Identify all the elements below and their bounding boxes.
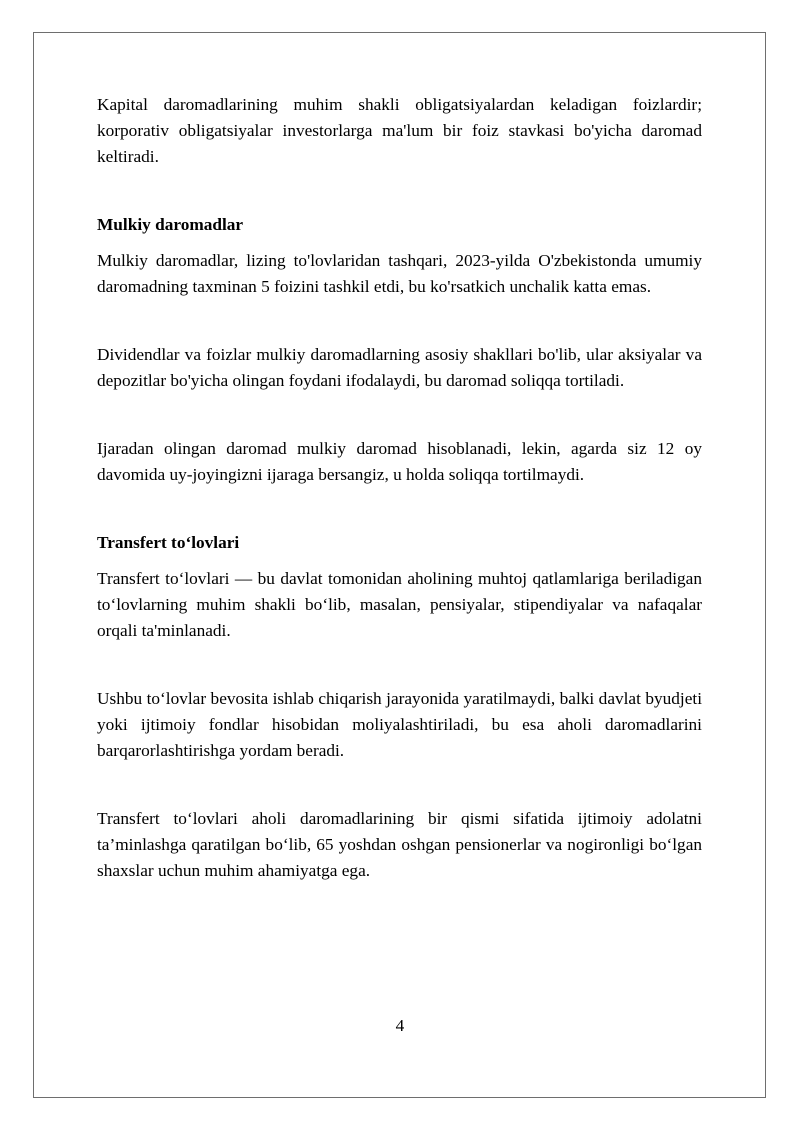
- paragraph-transfer-financing: Ushbu to‘lovlar bevosita ishlab chiqarish jarayonida yaratilmaydi, balki davlat byudjeti yoki ijtimoiy fondlar hisobidan moliyalashtiriladi, bu esa aholi daromadlarini barqarorlashtirishga yordam beradi.: [97, 689, 702, 760]
- heading-property-income: Mulkiy daromadlar: [97, 215, 244, 234]
- paragraph-property-income-share: Mulkiy daromadlar, lizing to'lovlaridan tashqari, 2023-yilda O'zbekistonda umumiy daromadning taxminan 5 foizini tashkil etdi, bu ko'rsatkich unchalik katta emas.: [97, 251, 702, 296]
- heading-transfer-payments: Transfert to‘lovlari: [97, 533, 240, 552]
- paragraph-transfer-definition: Transfert to‘lovlari — bu davlat tomonidan aholining muhtoj qatlamlariga beriladigan to‘lovlarning muhim shakli bo‘lib, masalan, pensiyalar, stipendiyalar va nafaqalar orqali ta'minlanadi.: [97, 569, 702, 640]
- paragraph-rental-income: Ijaradan olingan daromad mulkiy daromad hisoblanadi, lekin, agarda siz 12 oy davomida uy-joyingizni ijaraga bersangiz, u holda soliqqa tortilmaydi.: [97, 439, 702, 484]
- paragraph-capital-income: Kapital daromadlarining muhim shakli obligatsiyalardan keladigan foizlardir; korporativ obligatsiyalar investorlarga ma'lum bir foiz stavkasi bo'yicha daromad keltiradi.: [97, 95, 702, 166]
- document-body: [97, 92, 702, 884]
- paragraph-transfer-social-justice: Transfert to‘lovlari aholi daromadlarining bir qismi sifatida ijtimoiy adolatni ta’minlashga qaratilgan bo‘lib, 65 yoshdan oshgan pensionerlar va nogironligi bo‘lgan shaxslar uchun muhim ahamiyatga ega.: [97, 809, 702, 880]
- paragraph-dividends: Dividendlar va foizlar mulkiy daromadlarning asosiy shakllari bo'lib, ular aksiyalar va depozitlar bo'yicha olingan foydani ifodalaydi, bu daromad soliqqa tortiladi.: [97, 345, 702, 390]
- page-number: 4: [395, 1016, 405, 1035]
